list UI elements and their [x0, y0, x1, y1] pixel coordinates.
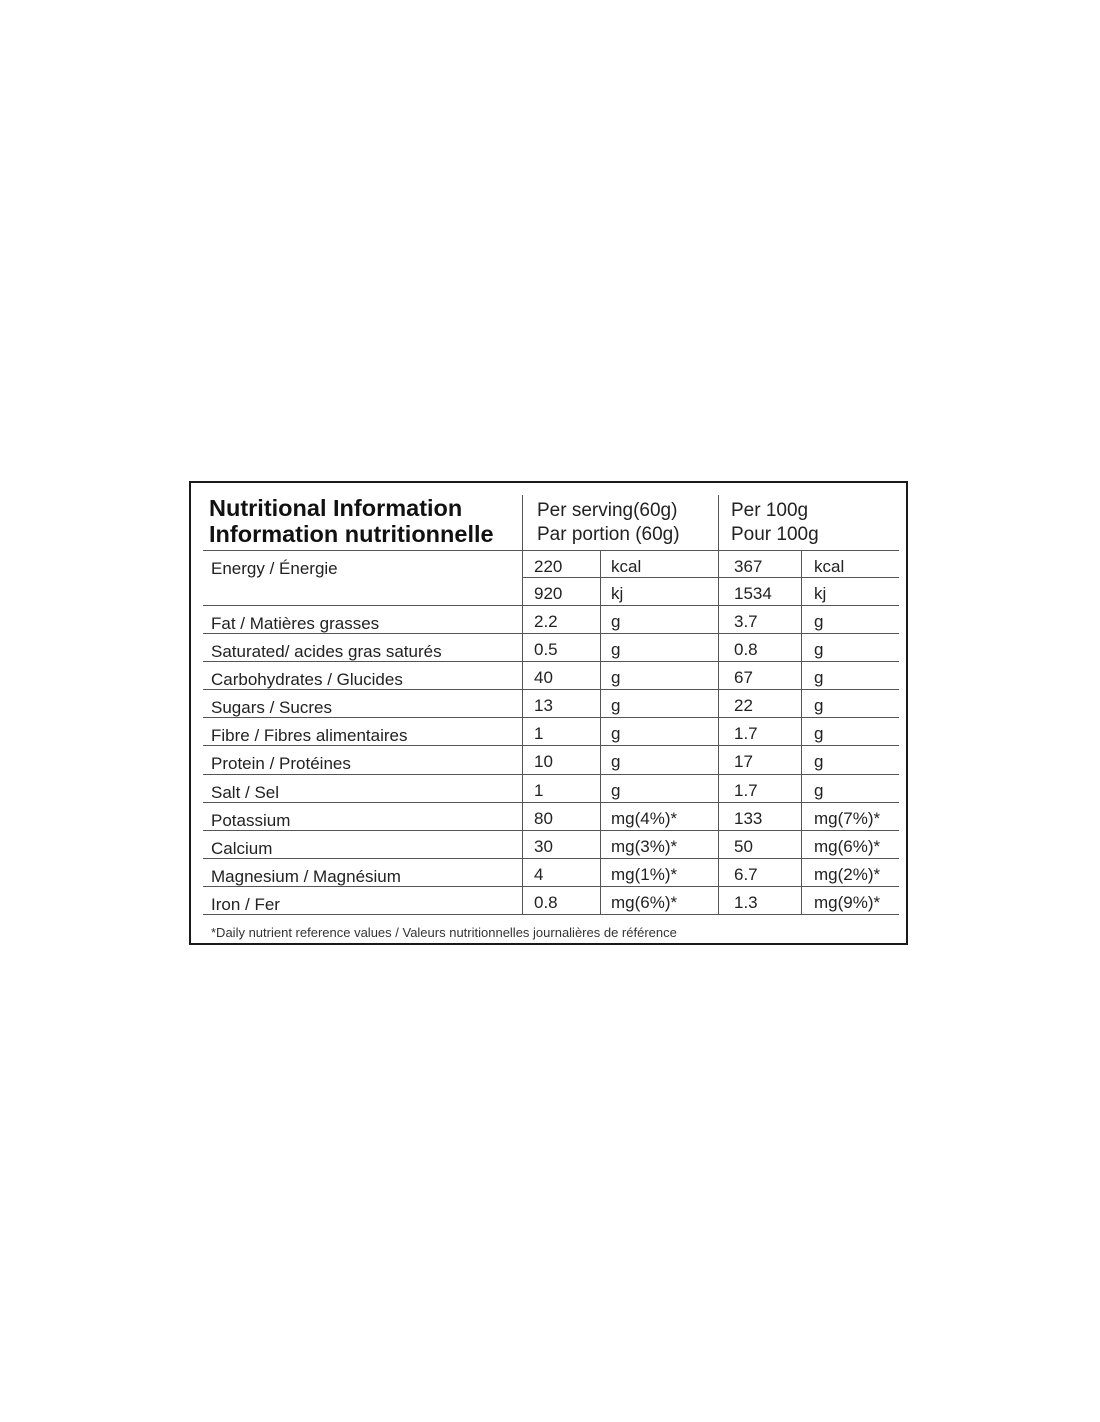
per-100g-unit: mg(6%)* — [814, 837, 881, 856]
divider-vertical-label — [522, 495, 523, 914]
per-serving-unit: kj — [611, 584, 624, 603]
per-100g-unit: g — [814, 640, 824, 659]
per-serving-value: 80 — [534, 809, 553, 828]
per-100g-unit: g — [814, 696, 824, 715]
per-100g-value: 1.3 — [734, 893, 758, 912]
per-100g-value: 3.7 — [734, 612, 758, 631]
per-100g-value: 6.7 — [734, 865, 758, 884]
per-serving-value: 4 — [534, 865, 544, 884]
per-serving-unit: g — [611, 724, 621, 743]
per-serving-unit: mg(6%)* — [611, 893, 678, 912]
nutrient-label: Fibre / Fibres alimentaires — [211, 726, 408, 745]
per-serving-unit: g — [611, 640, 621, 659]
per-serving-value: 920 — [534, 584, 563, 603]
title-english: Nutritional Information — [209, 495, 463, 521]
per-serving-value: 1 — [534, 724, 544, 743]
per-serving-unit: mg(4%)* — [611, 809, 678, 828]
per-serving-unit: kcal — [611, 557, 642, 576]
column-header-per-100g-fr: Pour 100g — [731, 524, 819, 545]
divider-row — [203, 661, 899, 662]
per-100g-value: 22 — [734, 696, 753, 715]
per-100g-unit: kj — [814, 584, 827, 603]
per-serving-unit: g — [611, 612, 621, 631]
per-serving-unit: mg(3%)* — [611, 837, 678, 856]
per-100g-value: 1.7 — [734, 724, 758, 743]
nutrient-label: Protein / Protéines — [211, 754, 351, 773]
nutrient-label: Carbohydrates / Glucides — [211, 670, 403, 689]
per-serving-unit: g — [611, 781, 621, 800]
per-100g-unit: g — [814, 612, 824, 631]
divider-row — [203, 605, 899, 606]
divider-vertical-serving — [718, 495, 719, 914]
per-100g-unit: g — [814, 752, 824, 771]
per-serving-value: 0.5 — [534, 640, 558, 659]
per-serving-value: 40 — [534, 668, 553, 687]
divider-row — [203, 774, 899, 775]
nutrient-label: Saturated/ acides gras saturés — [211, 642, 442, 661]
per-serving-value: 30 — [534, 837, 553, 856]
nutrient-label: Magnesium / Magnésium — [211, 867, 401, 886]
per-100g-unit: g — [814, 724, 824, 743]
divider-row — [203, 717, 899, 718]
divider-row — [203, 886, 899, 887]
per-serving-unit: g — [611, 752, 621, 771]
per-serving-unit: g — [611, 696, 621, 715]
nutrient-label: Iron / Fer — [211, 895, 280, 914]
divider-row — [203, 633, 899, 634]
per-100g-unit: g — [814, 781, 824, 800]
per-100g-value: 67 — [734, 668, 753, 687]
title-french: Information nutritionnelle — [209, 521, 494, 547]
per-100g-unit: mg(7%)* — [814, 809, 881, 828]
nutrient-label: Potassium — [211, 811, 291, 830]
column-header-per-serving-en: Per serving(60g) — [537, 500, 678, 521]
divider-row — [203, 914, 899, 915]
per-100g-unit: kcal — [814, 557, 845, 576]
divider-row — [522, 577, 899, 578]
per-100g-value: 1.7 — [734, 781, 758, 800]
divider-row — [203, 830, 899, 831]
per-100g-value: 0.8 — [734, 640, 758, 659]
per-100g-value: 17 — [734, 752, 753, 771]
per-100g-unit: g — [814, 668, 824, 687]
per-serving-value: 13 — [534, 696, 553, 715]
per-100g-value: 50 — [734, 837, 753, 856]
nutrient-label: Fat / Matières grasses — [211, 614, 380, 633]
divider-row — [203, 689, 899, 690]
per-100g-unit: mg(9%)* — [814, 893, 881, 912]
column-header-per-serving-fr: Par portion (60g) — [537, 524, 680, 545]
per-100g-value: 133 — [734, 809, 763, 828]
divider-row — [203, 745, 899, 746]
nutrient-label: Calcium — [211, 839, 273, 858]
divider-row — [203, 858, 899, 859]
nutrient-label: Sugars / Sucres — [211, 698, 332, 717]
divider-row — [203, 802, 899, 803]
per-serving-unit: g — [611, 668, 621, 687]
footnote: *Daily nutrient reference values / Valeurs nutritionnelles journalières de référence — [211, 925, 677, 940]
nutrient-label: Salt / Sel — [211, 783, 280, 802]
divider-header — [203, 550, 899, 551]
per-100g-value: 1534 — [734, 584, 772, 603]
nutrient-label: Energy / Énergie — [211, 559, 338, 578]
per-serving-value: 0.8 — [534, 893, 558, 912]
per-serving-value: 2.2 — [534, 612, 558, 631]
per-serving-value: 10 — [534, 752, 553, 771]
nutrition-facts-panel — [189, 481, 908, 945]
per-serving-value: 220 — [534, 557, 563, 576]
per-100g-value: 367 — [734, 557, 763, 576]
per-serving-value: 1 — [534, 781, 544, 800]
column-header-per-100g-en: Per 100g — [731, 500, 809, 521]
per-100g-unit: mg(2%)* — [814, 865, 881, 884]
per-serving-unit: mg(1%)* — [611, 865, 678, 884]
